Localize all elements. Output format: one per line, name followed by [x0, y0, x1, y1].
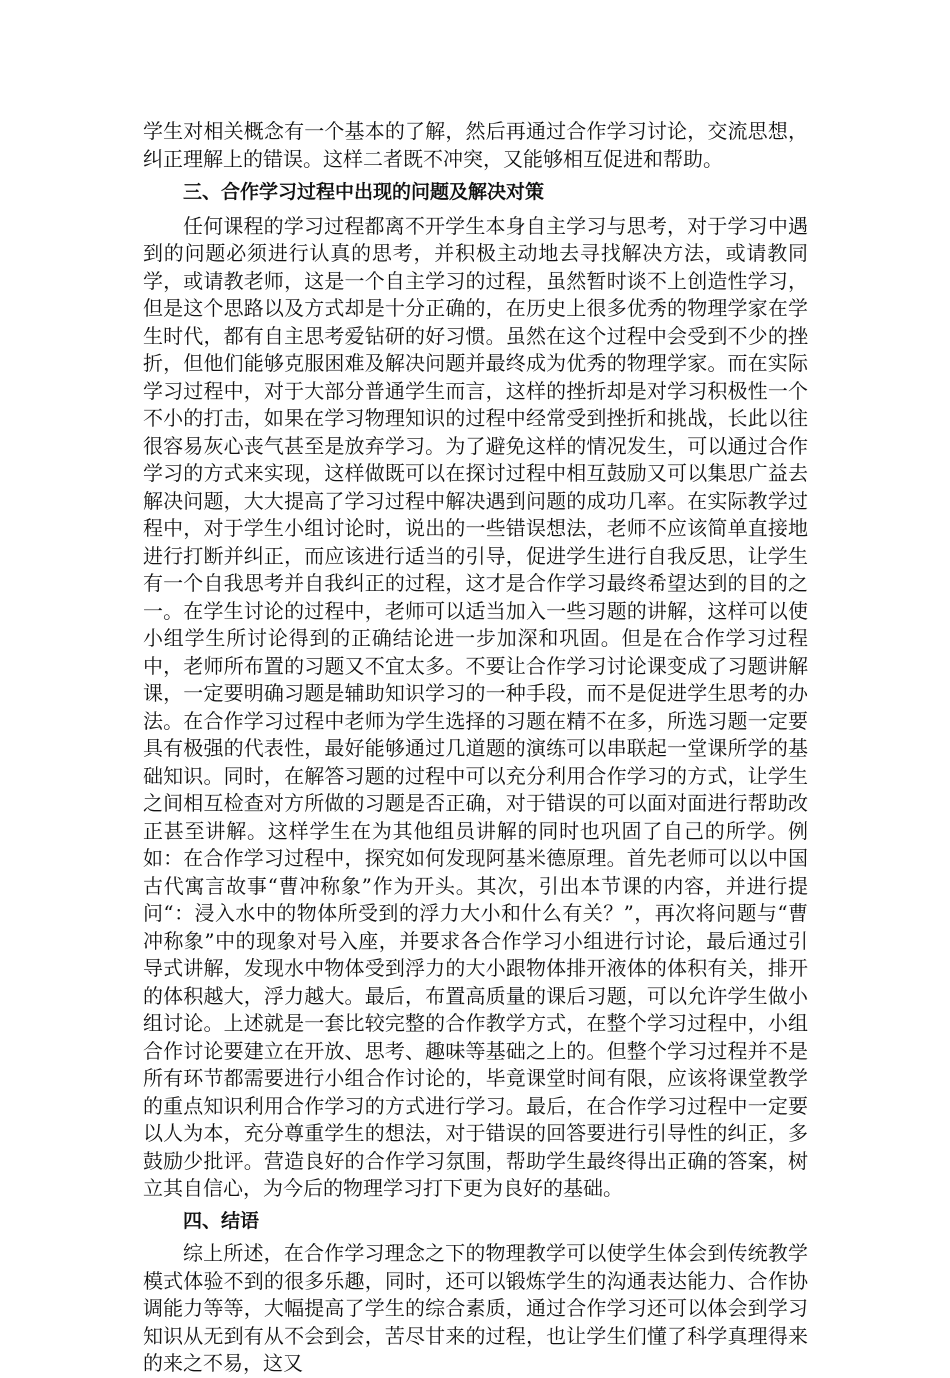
section-3-paragraph: 任何课程的学习过程都离不开学生本身自主学习与思考，对于学习中遇到的问题必须进行认真的思考，并积极主动地去寻找解决方法，或请教同学，或请教老师，这是一个自主学习的过程，虽然暂时谈不上创造性学习，但是这个思路以及方式却是十分正确的，在历史上很多优秀的物理学家在学生时代，都有自主思考爱钻研的好习惯。虽然在这个过程中会受到不少的挫折，但他们能够克服困难及解决问题并最终成为优秀的物理学家。而在实际学习过程中，对于大部分普通学生而言，这样的挫折却是对学习积极性一个不小的打击，如果在学习物理知识的过程中经常受到挫折和挑战，长此以往很容易灰心丧气甚至是放弃学习。为了避免这样的情况发生，可以通过合作学习的方式来实现，这样做既可以在探讨过程中相互鼓励又可以集思广益去解决问题，大大提高了学习过程中解决遇到问题的成功几率。在实际教学过程中，对于学生小组讨论时，说出的一些错误想法，老师不应该简单直接地进行打断并纠正，而应该进行适当的引导，促进学生进行自我反思，让学生有一个自我思考并自我纠正的过程，这才是合作学习最终希望达到的目的之一。在学生讨论的过程中，老师可以适当加入一些习题的讲解，这样可以使小组学生所讨论得到的正确结论进一步加深和巩固。但是在合作学习过程中，老师所布置的习题又不宜太多。不要让合作学习讨论课变成了习题讲解课，一定要明确习题是辅助知识学习的一种手段，而不是促进学生思考的办法。在合作学习过程中老师为学生选择的习题在精不在多，所选习题一定要具有极强的代表性，最好能够通过几道题的演练可以串联起一堂课所学的基础知识。同时，在解答习题的过程中可以充分利用合作学习的方式，让学生之间相互检查对方所做的习题是否正确，对于错误的可以面对面进行帮助改正甚至讲解。这样学生在为其他组员讲解的同时也巩固了自己的所学。例如：在合作学习过程中，探究如何发现阿基米德原理。首先老师可以以中国古代寓言故事“曹冲称象”作为开头。其次，引出本节课的内容，并进行提问“：浸入水中的物体所受到的浮力大小和什么有关？”，再次将问题与“曹冲称象”中的现象对号入座，并要求各合作学习小组进行讨论，最后通过引导式讲解，发现水中物体受到浮力的大小跟物体排开液体的体积有关，排开的体积越大，浮力越大。最后，布置高质量的课后习题，可以允许学生做小组讨论。上述就是一套比较完整的合作教学方式，在整个学习过程中，小组合作讨论要建立在开放、思考、趣味等基础之上的。但整个学习过程并不是所有环节都需要进行小组合作讨论的，毕竟课堂时间有限，应该将课堂教学的重点知识利用合作学习的方式进行学习。最后，在合作学习过程中一定要以人为本，充分尊重学生的想法，对于错误的回答要进行引导性的纠正，多鼓励少批评。营造良好的合作学习氛围，帮助学生最终得出正确的答案，树立其自信心，为今后的物理学习打下更为良好的基础。 — [143, 213, 808, 1200]
document-body — [143, 118, 808, 1378]
section-4-heading: 四、结语 — [183, 1209, 260, 1232]
section-3-heading: 三、合作学习过程中出现的问题及解决对策 — [183, 181, 545, 203]
intro-paragraph: 学生对相关概念有一个基本的了解，然后再通过合作学习讨论，交流思想，纠正理解上的错误。这样二者既不冲突，又能够相互促进和帮助。 — [143, 119, 808, 171]
section-4-paragraph: 综上所述，在合作学习理念之下的物理教学可以使学生体会到传统教学模式体验不到的很多乐趣，同时，还可以锻炼学生的沟通表达能力、合作协调能力等等，大幅提高了学生的综合素质，通过合作学习还可以体会到学习知识从无到有从不会到会，苦尽甘来的过程，也让学生们懂了科学真理得来的来之不易，这又 — [143, 1241, 808, 1375]
